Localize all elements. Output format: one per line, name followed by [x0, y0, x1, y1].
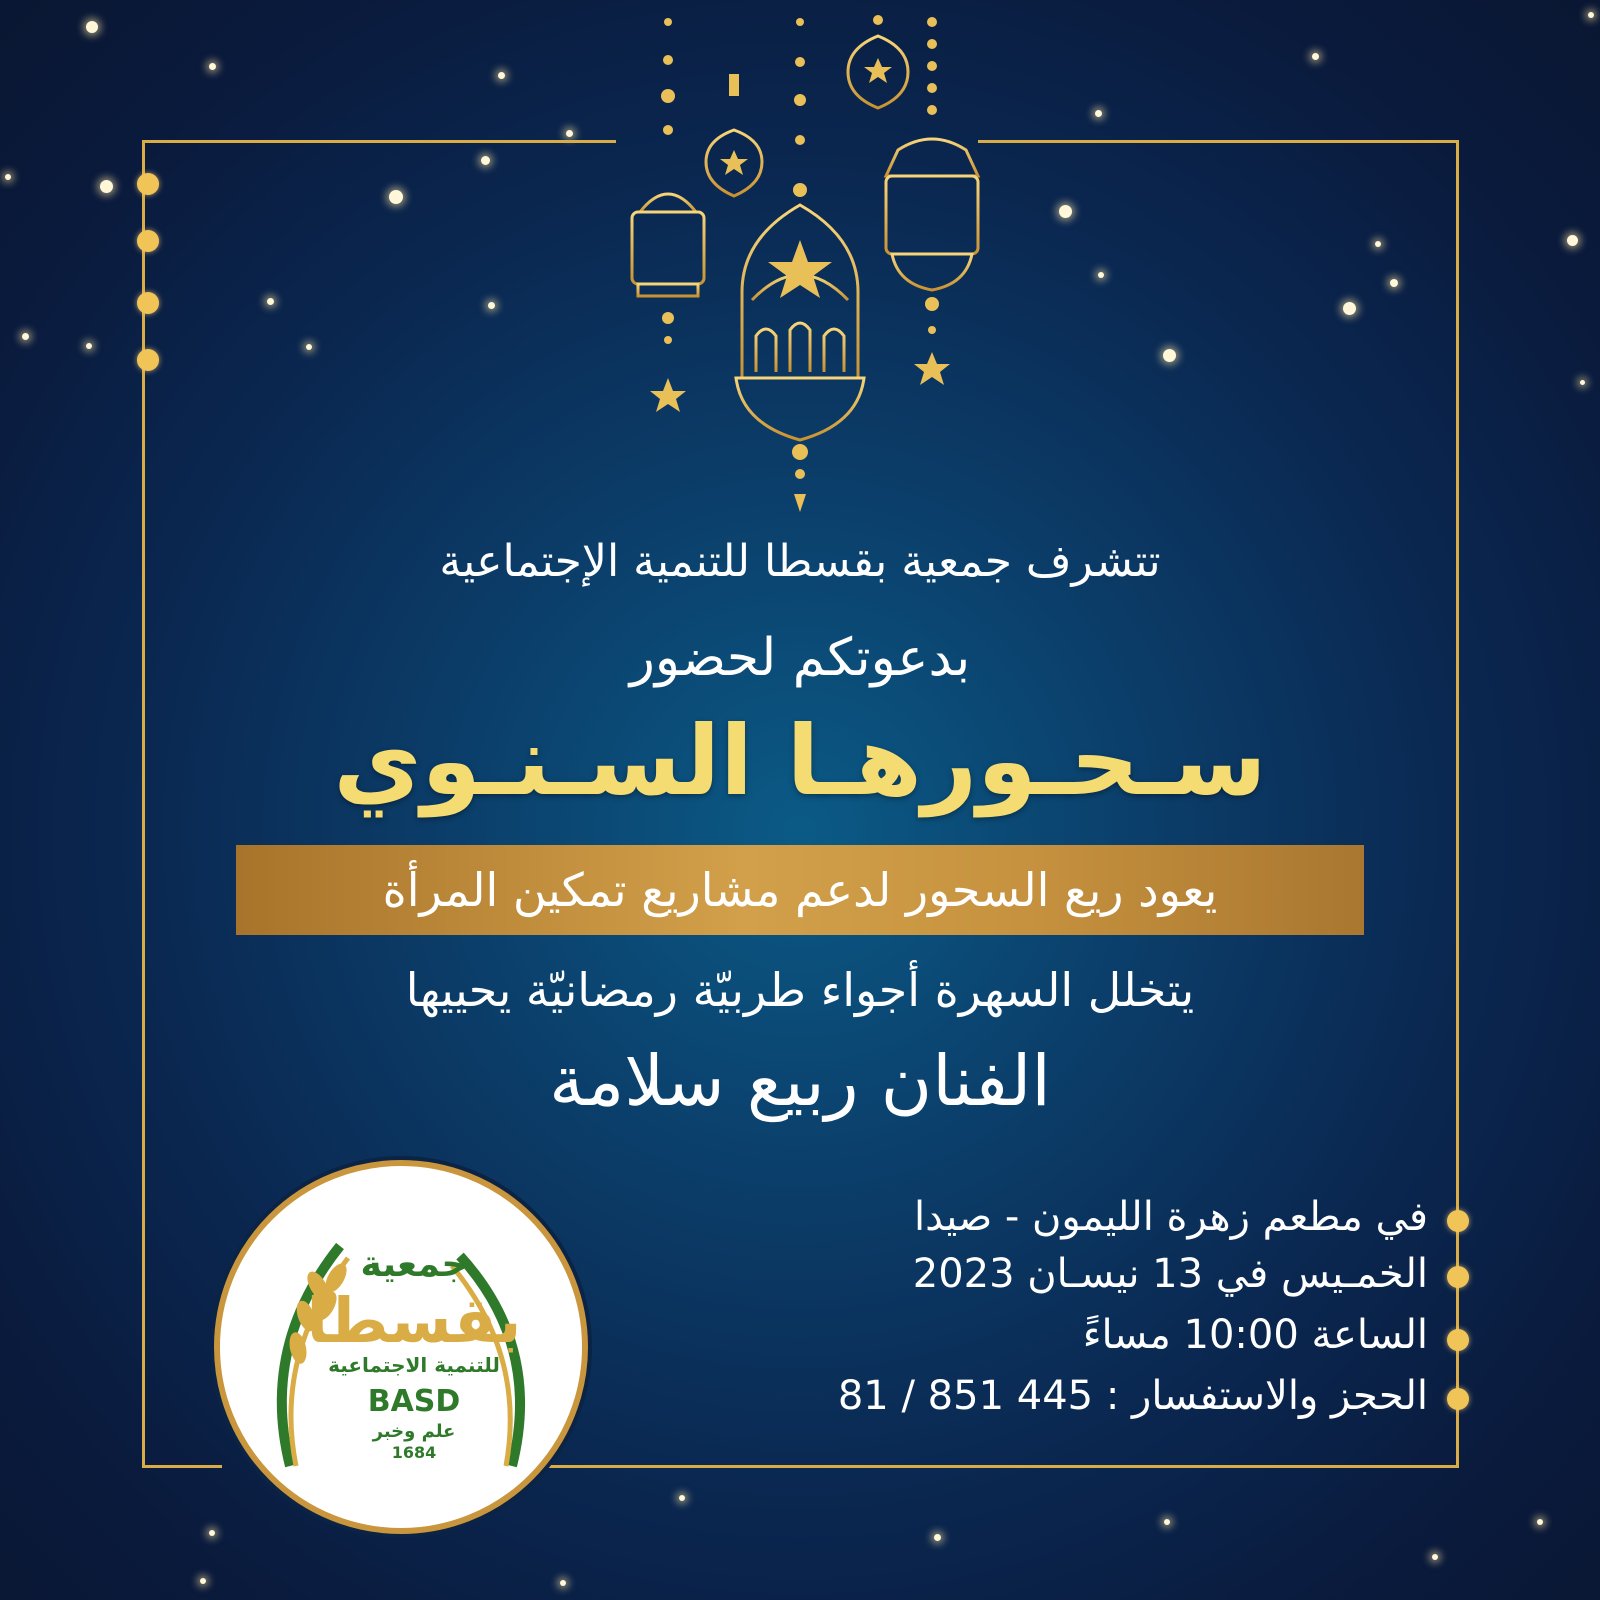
logo-name-main: بقسطا — [306, 1284, 522, 1357]
star-dot — [934, 1534, 941, 1541]
star-dot — [209, 1530, 215, 1536]
bullet-dot-icon — [1447, 1266, 1469, 1288]
star-dot — [560, 1580, 566, 1586]
star-dot — [1537, 1519, 1543, 1525]
lanterns-illustration — [0, 0, 1600, 530]
invite-line: بدعوتكم لحضور — [629, 628, 971, 688]
bullet-dot-icon — [1447, 1329, 1469, 1351]
logo-number: 1684 — [391, 1443, 437, 1462]
star-dot — [1164, 1519, 1170, 1525]
date-detail: الخمـيس في 13 نيسـان 2023 — [912, 1251, 1428, 1297]
artist-name: الفنان ربيع سلامة — [549, 1040, 1051, 1122]
star-dot — [200, 1578, 206, 1584]
star-icon — [864, 58, 892, 83]
intro-line: تتشرف جمعية بقسطا للتنمية الإجتماعية — [439, 536, 1161, 587]
star-dot — [1432, 1554, 1438, 1560]
star-icon — [914, 352, 950, 385]
contact-detail: الحجز والاستفسار : 445 851 / 81 — [837, 1373, 1428, 1419]
logo-motto: علم وخبر — [372, 1421, 456, 1442]
atmosphere-line: يتخلل السهرة أجواء طربيّة رمضانيّة يحييها — [405, 963, 1195, 1017]
event-headline: سـحـورهـا السـنـوي — [333, 705, 1267, 817]
organization-logo — [214, 1160, 588, 1534]
purpose-banner-text: يعود ريع السحور لدعم مشاريع تمكين المرأة — [382, 863, 1218, 917]
logo-abbr: BASD — [367, 1384, 461, 1419]
frame-bottom — [548, 1465, 1459, 1468]
lantern-icon — [632, 194, 704, 380]
star-dot — [679, 1495, 685, 1501]
star-icon — [720, 150, 748, 175]
frame-bottom-left — [142, 1465, 222, 1468]
bullet-dot-icon — [1447, 1210, 1469, 1232]
logo-name-top: جمعية — [360, 1244, 468, 1285]
venue-detail: في مطعم زهرة الليمون - صيدا — [914, 1194, 1428, 1240]
logo-subtitle: للتنمية الاجتماعية — [328, 1353, 500, 1377]
time-detail: الساعة 10:00 مساءً — [1082, 1312, 1428, 1358]
purpose-banner — [236, 845, 1364, 935]
star-icon — [650, 378, 686, 412]
wheat-icon — [220, 1166, 582, 1528]
bullet-dot-icon — [1447, 1388, 1469, 1410]
star-icon — [768, 240, 832, 298]
